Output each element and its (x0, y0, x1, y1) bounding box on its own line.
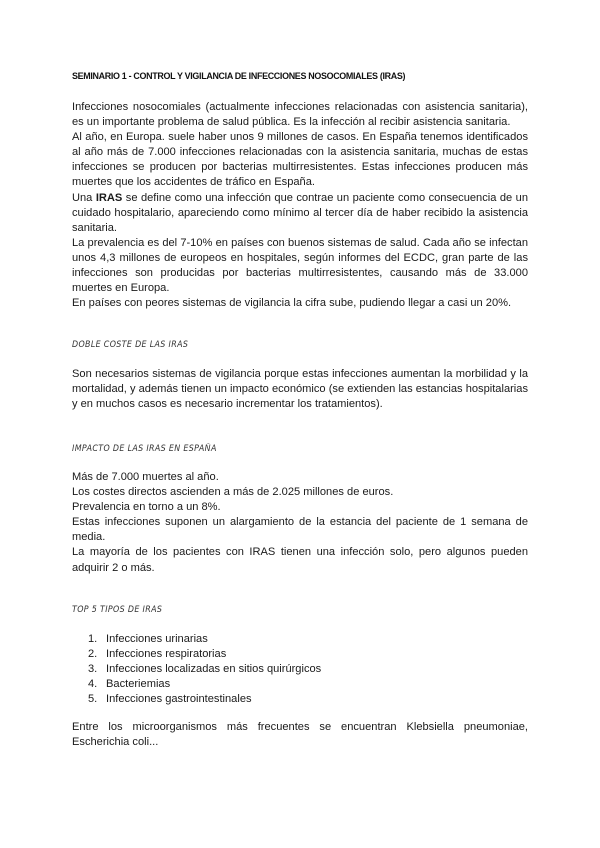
intro-section (72, 100, 528, 311)
impacto-line: Estas infecciones suponen un alargamiento de la estancia del paciente de 1 semana de media. (72, 516, 528, 544)
intro-paragraph: En países con peores sistemas de vigilancia la cifra sube, pudiendo llegar a casi un 20%. (72, 297, 512, 310)
section-heading-doble-coste: DOBLE COSTE DE LAS IRAS (72, 340, 189, 350)
impacto-line: Los costes directos ascienden a más de 2.025 millones de euros. (72, 486, 394, 499)
intro-paragraph: Al año, en Europa. suele haber unos 9 millones de casos. En España tenemos identificados al año más de 7.000 infecciones relacionadas con la asistencia sanitaria, muchas de estas infecciones se producen por bacterias multirresistentes. Estas infecciones producen más muertes que los accidentes de tráfico en España. (72, 131, 528, 189)
iras-term: IRAS (95, 191, 123, 204)
intro-paragraph: Infecciones nosocomiales (actualmente infecciones relacionadas con asistencia sanitaria), es un importante problema de salud pública. Es la infección al recibir asistencia sanitaria. (72, 101, 528, 129)
list-item: 3. Infecciones localizadas en sitios quirúrgicos (88, 663, 322, 676)
impacto-line: Más de 7.000 muertes al año. (72, 471, 219, 483)
iras-types-list (72, 632, 528, 707)
closing-paragraph: Entre los microorganismos más frecuentes se encuentran Klebsiella pneumoniae, Escherichia coli... (72, 721, 528, 749)
doble-coste-paragraph: Son necesarios sistemas de vigilancia porque estas infecciones aumentan la morbilidad y la mortalidad, y además tienen un impacto económico (se extienden las estancias hospitalarias y en muchos casos es necesario incrementar los tratamientos). (72, 368, 528, 411)
section-heading-impacto: IMPACTO DE LAS IRAS EN ESPAÑA (72, 444, 217, 454)
section-heading-top5: TOP 5 TIPOS DE IRAS (72, 605, 163, 615)
impacto-line: La mayoría de los pacientes con IRAS tienen una infección solo, pero algunos pueden adquirir 2 o más. (72, 546, 528, 574)
doble-coste-section (72, 367, 528, 412)
intro-paragraph: La prevalencia es del 7-10% en países con buenos sistemas de salud. Cada año se infectan unos 4,3 millones de europeos en hospitales, según informes del ECDC, gran parte de las infecciones son producidas por bacterias multirresistentes, causando más de 33.000 muertes en Europa. (72, 236, 528, 295)
list-item: 5. Infecciones gastrointestinales (88, 693, 252, 706)
list-item: 2. Infecciones respiratorias (88, 648, 227, 661)
impacto-section (72, 470, 528, 576)
list-item: 4. Bacteriemias (88, 678, 171, 691)
list-item: 1. Infecciones urinarias (88, 633, 208, 645)
document-title: SEMINARIO 1 - CONTROL Y VIGILANCIA DE INFECCIONES NOSOCOMIALES (IRAS) (72, 71, 406, 82)
impacto-line: Prevalencia en torno a un 8%. (72, 501, 221, 514)
iras-definition-paragraph: Una IRAS se define como una infección que contrae un paciente como consecuencia de un cuidado hospitalario, apareciendo como mínimo al tercer día de haber recibido la asistencia sanitaria. (72, 191, 528, 234)
closing-section (72, 720, 528, 750)
